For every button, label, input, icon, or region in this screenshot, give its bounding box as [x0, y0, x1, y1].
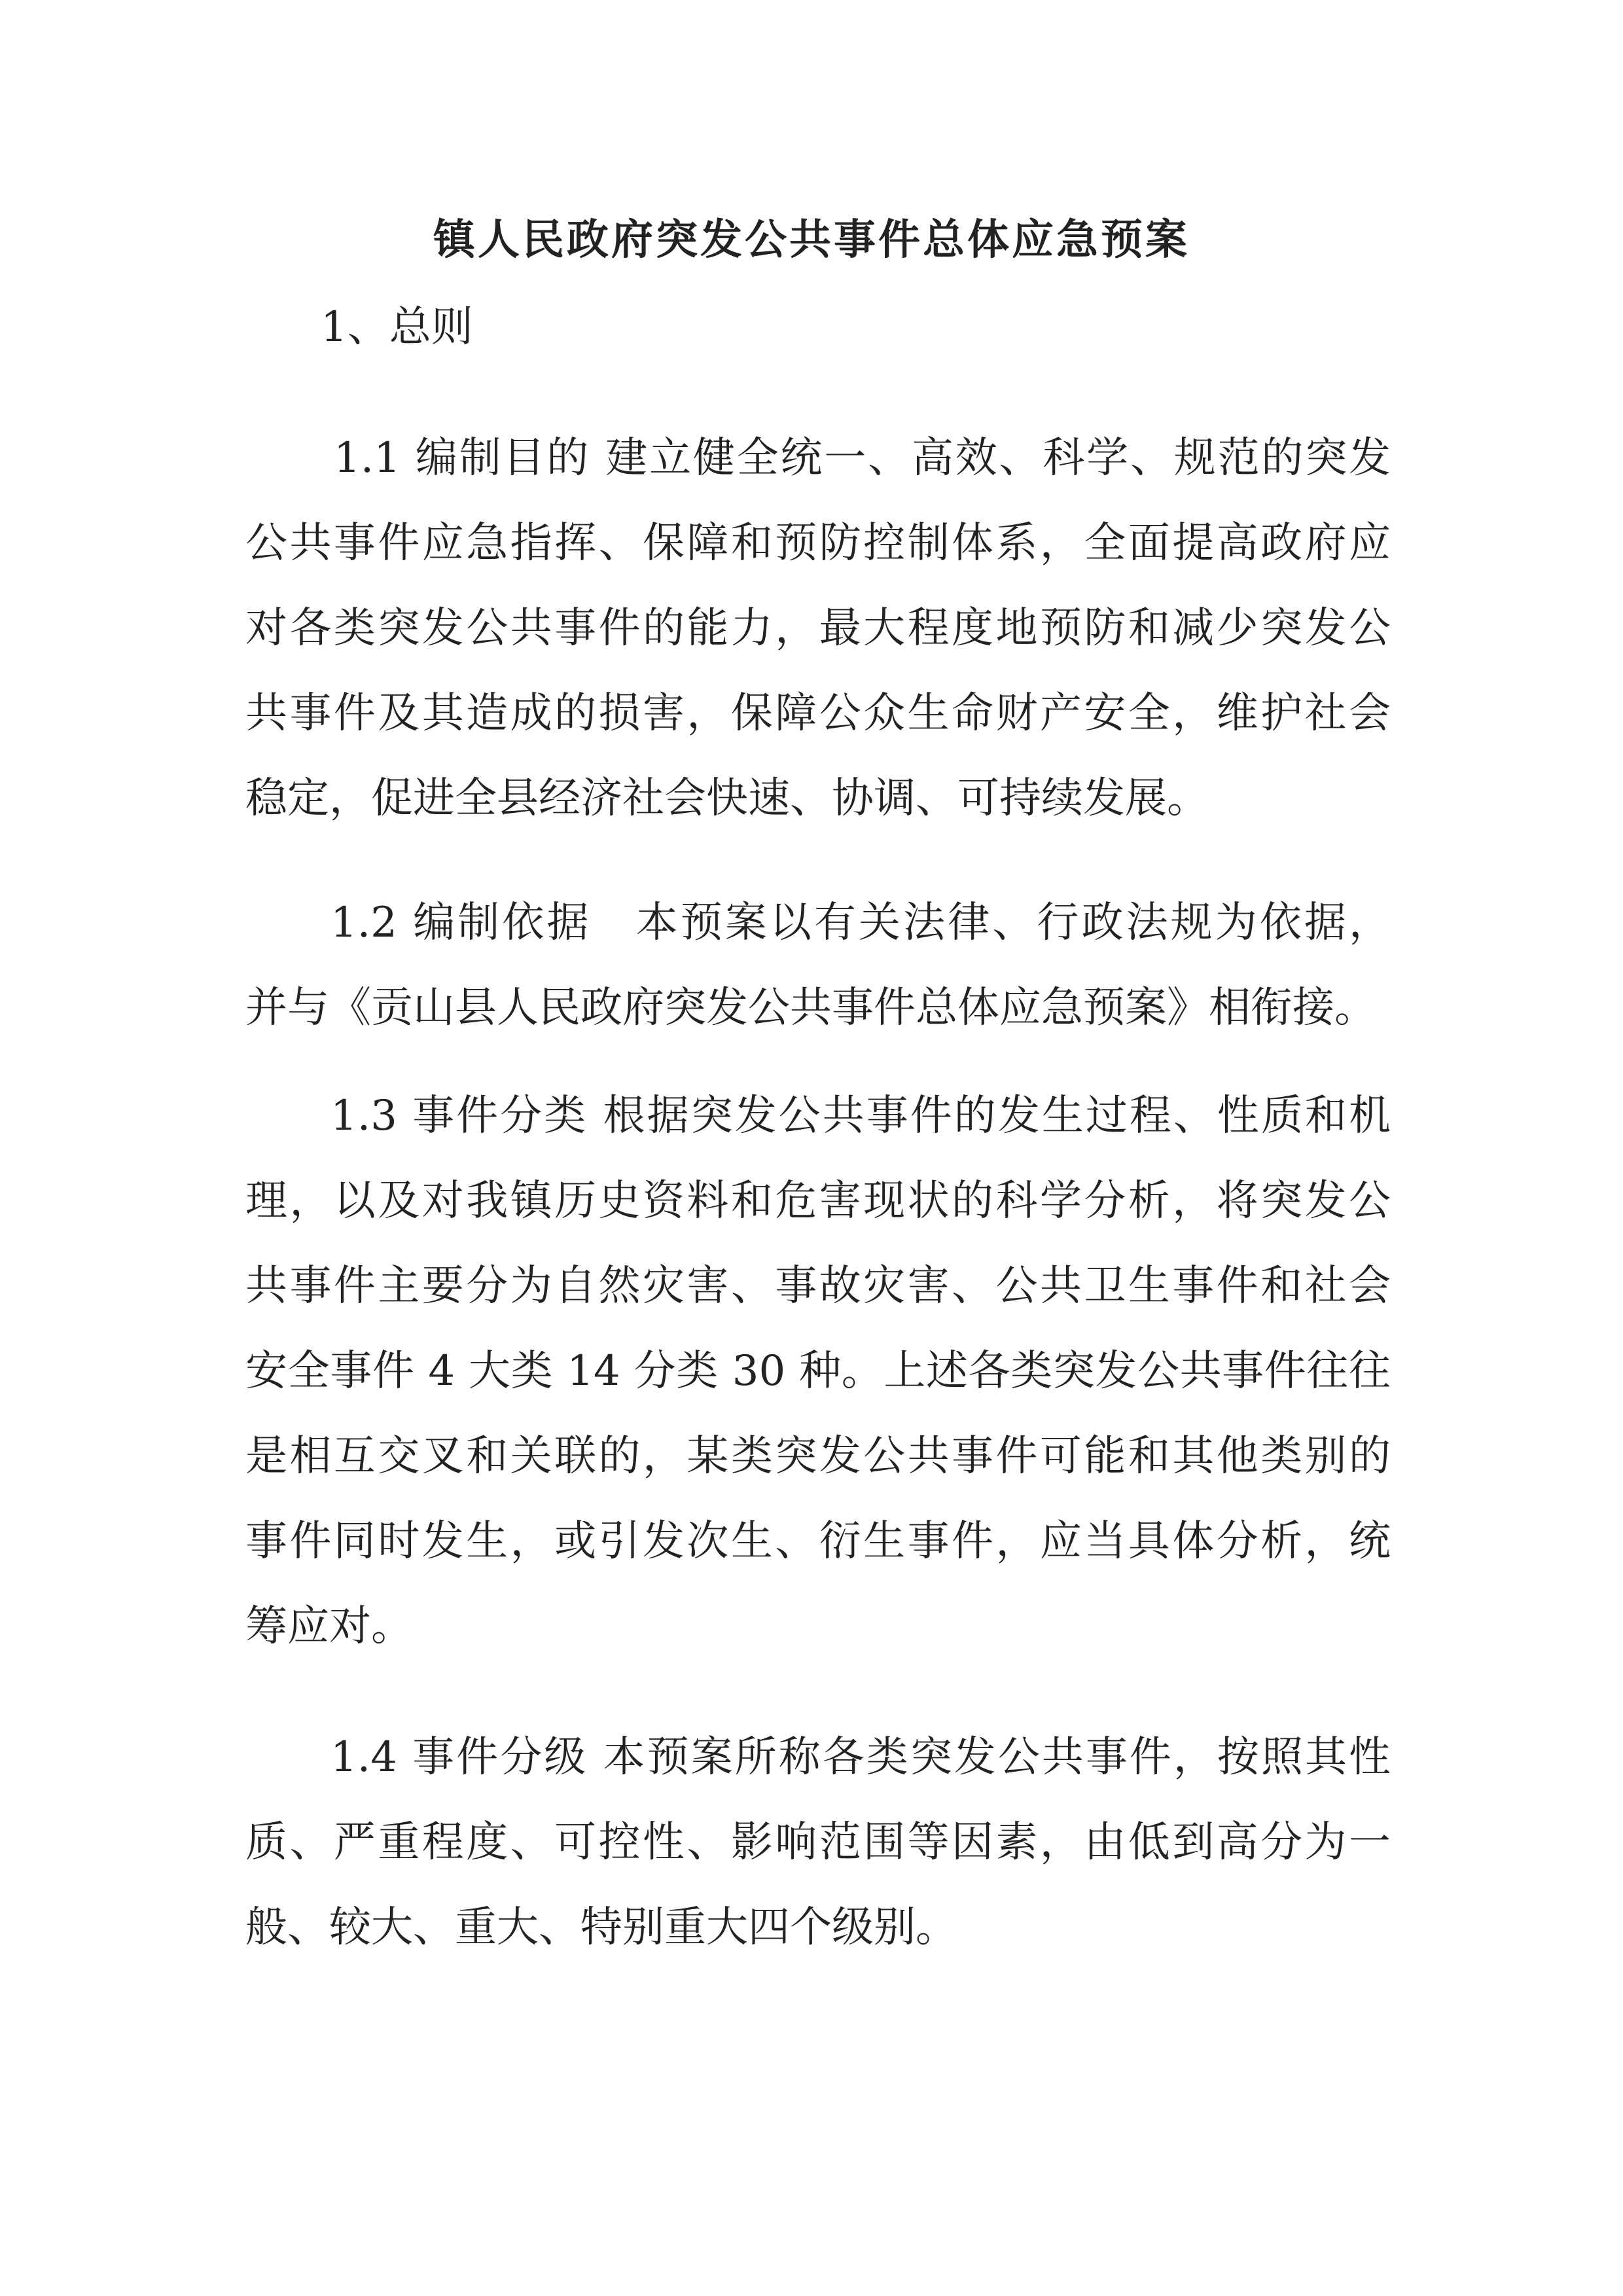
- paragraph-1-1: [245, 416, 1391, 841]
- paragraph-line: 公共事件应急指挥、保障和预防控制体系，全面提高政府应: [245, 519, 1391, 567]
- paragraph-line: 事件同时发生，或引发次生、衍生事件，应当具体分析，统: [245, 1517, 1391, 1566]
- paragraph-line: 是相互交叉和关联的，某类突发公共事件可能和其他类别的: [245, 1432, 1391, 1480]
- paragraph-line: 1.1 编制目的 建立健全统一、高效、科学、规范的突发: [334, 434, 1391, 482]
- paragraph-line: 共事件主要分为自然灾害、事故灾害、公共卫生事件和社会: [245, 1262, 1391, 1310]
- paragraph-line: 共事件及其造成的损害，保障公众生命财产安全，维护社会: [245, 689, 1391, 738]
- paragraph-line: 理，以及对我镇历史资料和危害现状的科学分析，将突发公: [245, 1177, 1391, 1225]
- paragraph-line: 筹应对。: [245, 1602, 413, 1651]
- paragraph-line: 质、严重程度、可控性、影响范围等因素，由低到高分为一: [245, 1818, 1391, 1867]
- paragraph-line: 并与《贡山县人民政府突发公共事件总体应急预案》相衔接。: [245, 984, 1376, 1032]
- paragraph-line: 般、较大、重大、特别重大四个级别。: [245, 1903, 957, 1952]
- paragraph-line: 安全事件 4 大类 14 分类 30 种。上述各类突发公共事件往往: [245, 1347, 1391, 1395]
- paragraph-line: 对各类突发公共事件的能力，最大程度地预防和减少突发公: [245, 604, 1391, 653]
- document-title: 镇人民政府突发公共事件总体应急预案: [433, 215, 1190, 264]
- section-heading: 1、总则: [321, 303, 473, 351]
- paragraph-line: 稳定，促进全县经济社会快速、协调、可持续发展。: [245, 774, 1209, 823]
- paragraph-line: 1.3 事件分类 根据突发公共事件的发生过程、性质和机: [330, 1092, 1391, 1140]
- paragraph-line: 1.4 事件分级 本预案所称各类突发公共事件，按照其性: [330, 1733, 1391, 1782]
- paragraph-1-2: [245, 880, 1391, 1050]
- paragraph-1-3: [245, 1073, 1391, 1669]
- paragraph-1-4: [245, 1715, 1391, 1970]
- paragraph-line: 1.2 编制依据 本预案以有关法律、行政法规为依据，: [330, 899, 1391, 947]
